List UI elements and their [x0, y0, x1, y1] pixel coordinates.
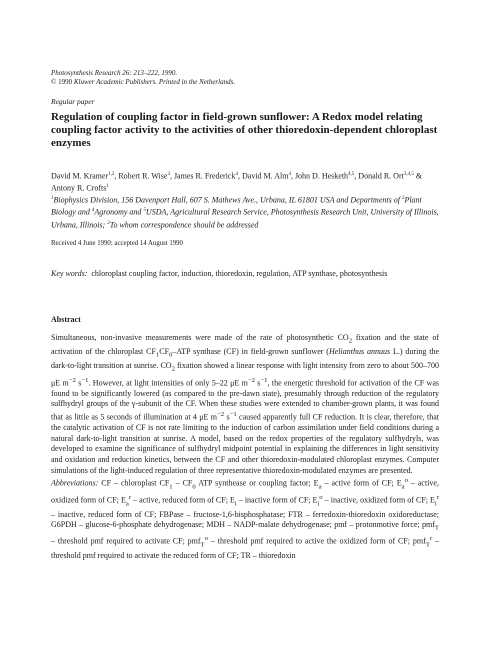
affil-text: Biophysics Division, 156 Davenport Hall, 607 S. Mathews Ave., Urbana, IL 61801 USA and Departments of: [53, 195, 402, 205]
journal-line: Photosynthesis Research 26: 213–222, 1990.: [51, 69, 178, 77]
abstract-text: s: [224, 412, 230, 422]
abstract-text: s: [75, 378, 82, 388]
author-sup: 3: [167, 172, 170, 177]
author: Antony R. Crofts: [51, 183, 107, 193]
author-block: [51, 170, 439, 231]
abbrev-text: – inactive, reduced form of CF; FBPase – fructose-1,6-bisphosphatase; FTR – ferredoxin-thioredoxin oxidoreductase; G6PDH – glucose-6-phosphate dehydrogenase; MDH – NADP-malate dehydrogenase; pmf – protonmotive force; pmf: [51, 509, 439, 530]
abstract-sup: −2: [247, 376, 255, 384]
abstract-text: fixation and the state of activation of the chloroplast CF: [51, 333, 440, 357]
abbrev-sub: 0: [192, 483, 196, 491]
abbrev-text: – threshold pmf required to active the oxidized form of CF; pmf: [207, 537, 426, 547]
author-sup: 1: [106, 184, 109, 190]
abbrev-sub: a: [318, 483, 322, 491]
abstract-text: . However, at light intensities of only 5–22 μE m: [88, 378, 248, 388]
abstract-text: Simultaneous, non-invasive measurements were made of the rate of photosynthetic CO: [51, 333, 349, 342]
abbreviations-block: [51, 476, 439, 562]
abstract-text: fixation showed a linear response with light intensity from zero to about 500–700 μE m: [51, 361, 440, 388]
journal-citation: [51, 69, 235, 87]
author-sup: 1,2: [108, 172, 115, 177]
abbrev-sub: T: [200, 541, 205, 549]
received-dates: Received 4 June 1990; accepted 14 August 1990: [51, 240, 183, 247]
abbrev-sub: a: [125, 500, 129, 508]
abbrev-text: – active, reduced form of CF; E: [131, 495, 235, 505]
abbrev-sub: i: [317, 500, 320, 508]
copyright-line: [51, 78, 235, 87]
abbrev-text: CF – chloroplast CF: [98, 478, 170, 488]
affil-sup: 4: [91, 208, 95, 214]
abstract-sup: −2: [217, 411, 225, 418]
abstract-body: [51, 333, 439, 476]
abstract-sub: 2: [171, 365, 175, 373]
author: David M. Alm: [241, 171, 289, 181]
abstract-sub: 2: [348, 337, 353, 345]
abbrev-sup: r: [128, 493, 132, 501]
author: James R. Frederick: [173, 171, 236, 181]
abbrev-sub: i: [434, 500, 437, 508]
abbrev-sub: a: [401, 483, 405, 491]
abstract-sup: −1: [229, 411, 237, 418]
abbrev-text: ATP synthease or coupling factor; E: [195, 478, 319, 488]
abbrev-sub: i: [234, 500, 237, 508]
author: David M. Kramer: [51, 171, 109, 181]
keywords-label: Key words:: [51, 269, 88, 278]
abbrev-sup: o: [404, 477, 408, 484]
abstract-sup: −1: [260, 376, 268, 384]
abstract-sup: −2: [68, 376, 76, 384]
affil-text: Agronomy and: [94, 208, 144, 218]
abbrev-sup: r: [429, 535, 433, 543]
paper-title: Regulation of coupling factor in field-grown sunflower: A Redox model relating coupling factor activity to the activities of other thioredoxin-dependent chloroplast enzymes: [51, 111, 438, 149]
abstract-sup: −1: [81, 376, 89, 384]
affil-text: Plant Biology and: [51, 195, 422, 218]
keywords-text: chloroplast coupling factor, induction, thioredoxin, regulation, ATP synthase, photosynthesis: [91, 269, 388, 278]
author: Robert R. Wise: [118, 171, 168, 181]
abbrev-sup: r: [436, 493, 439, 501]
abstract-text: CF: [159, 347, 170, 357]
abbreviations-label: Abbreviations:: [51, 478, 99, 488]
affil-text: USDA, Agricultural Research Service, Photosynthesis Research Unit, University of Illinois, Urbana, Illinois;: [51, 208, 439, 230]
affil-sup: 5: [143, 208, 146, 214]
abbrev-text: – inactive form of CF; E: [236, 495, 318, 505]
author-sup: 4,5: [348, 172, 355, 177]
author: John D. Hesketh: [294, 171, 349, 181]
copyright-prefix: © 1990: [51, 78, 74, 86]
abbrev-text: – threshold pmf required to activate CF; pmf: [51, 537, 201, 547]
abbrev-text: – threshold pmf required to activate the reduced form of CF; TR – thioredoxin: [51, 537, 440, 561]
author-sup: 4: [235, 172, 238, 177]
abbrev-text: – inactive, oxidized form of CF; E: [322, 495, 435, 505]
abbrev-text: – active, oxidized form of CF; E: [51, 478, 439, 505]
affil-sup: 2: [107, 220, 110, 226]
abstract-sub: 0: [169, 351, 173, 359]
abbrev-sub: T: [434, 524, 439, 532]
publisher-line: Kluwer Academic Publishers. Printed in the Netherlands.: [73, 78, 236, 86]
abbrev-text: – active form of CF; E: [321, 478, 402, 488]
abstract-text: , the energetic threshold for activation of the CF was found to be significantly lowered (as compared to the pre-dawn state), presumably through reduction of the regulatory sulfhydryl groups of the γ-subunit of the CF. When these studies were extended to chamber-grown plants, it was found that as little as 5 seconds of illumination at 4 μE m: [51, 378, 439, 422]
abstract-text: caused apparently full CF reduction. It is clear, therefore, that the catalytic activation of CF is not rate limiting to the induction of carbon assimilation under field conditions during a natural dark-to-light transition at sunrise. A model, based on the redox properties of the regulatory sulfhydryls, was developed to examine the significance of sulfhydryl midpoint potential in explaining the differences in light sensitivity and oxidation and reduction kinetics, between the CF and other thioredoxin-modulated chloroplast enzymes. Computer simulations of the light-induced regulation of three representative thioredoxin-modulated enzymes are presented.: [51, 412, 440, 475]
author-list: David M. Kramer$^{1,2}$, Robert R. Wise$^3$, James R. Frederick$^4$, David M. Alm$^4$, John D. Hesketh$^{4,5}$, Donald R. Ort$^{3,4,5}$ & Antony R. Crofts$^1$: [51, 171, 423, 193]
abbrev-text: – CF: [172, 478, 193, 488]
affil-sup: 3: [401, 196, 405, 202]
affiliations: [51, 194, 439, 230]
abbrev-sup: o: [204, 535, 208, 543]
species-name: Helianthus annuus: [328, 347, 391, 357]
abstract-text: L.) during the dark-to-light transition at sunrise. CO: [51, 347, 439, 371]
abstract-heading: Abstract: [51, 315, 81, 324]
abbrev-sub: 1: [169, 483, 173, 491]
affil-sup: 1: [51, 196, 54, 202]
paper-type: Regular paper: [51, 97, 95, 106]
abbrev-sup: o: [319, 493, 323, 501]
author-sup: 3,4,5: [403, 172, 414, 177]
keywords: [51, 269, 439, 280]
abstract-sub: 1: [155, 351, 160, 359]
abbrev-sub: T: [425, 541, 430, 549]
affil-text: To whom correspondence should be addressed: [109, 220, 259, 230]
abstract-text: s: [254, 378, 261, 388]
author: Donald R. Ort: [358, 171, 404, 181]
author-sup: 4: [288, 172, 291, 177]
abstract-text: –ATP synthase (CF) in field-grown sunflower (: [172, 347, 329, 357]
